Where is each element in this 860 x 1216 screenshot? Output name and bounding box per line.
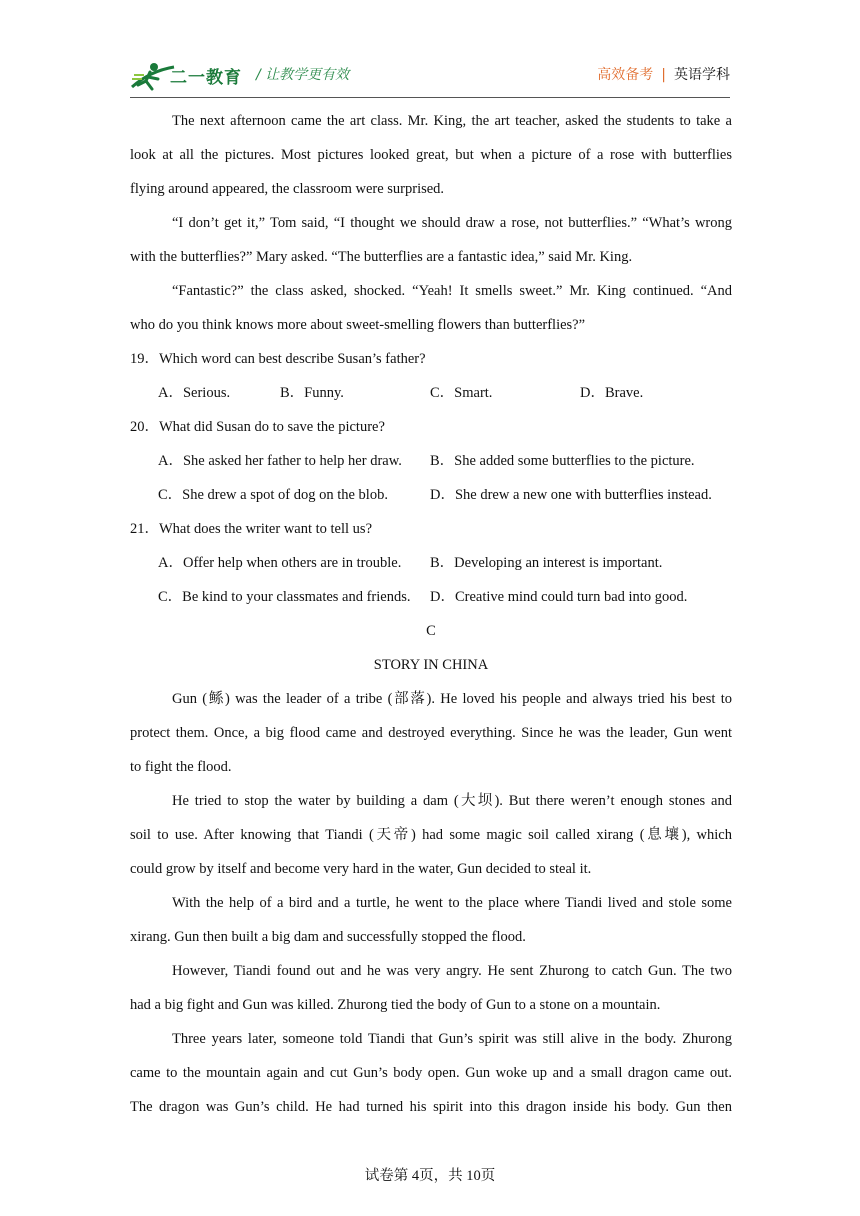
paragraph-line: Three years later, someone told Tiandi that Gun’s spirit was still alive in the body. Zhurong (172, 1031, 732, 1047)
option-a: A．Offer help when others are in trouble. (158, 555, 402, 571)
paragraph-line: He tried to stop the water by building a dam (大坝). But there weren’t enough stones and (172, 793, 732, 809)
option-c: C．Be kind to your classmates and friends. (158, 589, 411, 605)
paragraph-line: soil to use. After knowing that Tiandi (天帝) had some magic soil called xirang (息壤), which (130, 827, 732, 843)
option-a: A．She asked her father to help her draw. (158, 453, 402, 469)
section-title: STORY IN CHINA (373, 657, 489, 673)
section-letter: C (426, 623, 436, 639)
paragraph-line: However, Tiandi found out and he was very angry. He sent Zhurong to catch Gun. The two (172, 963, 732, 979)
paragraph-line: who do you think knows more about sweet-smelling flowers than butterflies?” (130, 317, 586, 333)
paragraph-line: look at all the pictures. Most pictures looked great, but when a picture of a rose with butterflies (130, 147, 732, 163)
paragraph-line: “Fantastic?” the class asked, shocked. “Yeah! It smells sweet.” Mr. King continued. “And (172, 283, 732, 299)
paragraph-line: to fight the flood. (130, 759, 232, 775)
header-tagline (597, 64, 730, 84)
option-d: D．Brave. (580, 385, 644, 401)
paragraph-line: protect them. Once, a big flood came and destroyed everything. Since he was the leader, Gun went (130, 725, 732, 741)
paragraph-line: With the help of a bird and a turtle, he went to the place where Tiandi lived and stole some (172, 895, 732, 911)
option-a: A．Serious. (158, 385, 231, 401)
paragraph-line: with the butterflies?” Mary asked. “The butterflies are a fantastic idea,” said Mr. King. (130, 249, 633, 265)
slogan: / 让教学更有效 (256, 67, 350, 83)
tagline-exam-prep: 高效备考 (597, 67, 654, 83)
paragraph-line: Gun (鲧) was the leader of a tribe (部落). He loved his people and always tried his best to (172, 691, 732, 707)
paragraph-line: The dragon was Gun’s child. He had turned his spirit into this dragon inside his body. Gun then (130, 1099, 732, 1115)
option-b: B．She added some butterflies to the picture. (430, 453, 695, 469)
paragraph-line: The next afternoon came the art class. Mr. King, the art teacher, asked the students to take a (172, 113, 732, 129)
question-stem: 21．What does the writer want to tell us? (130, 521, 373, 537)
question-stem: 19．Which word can best describe Susan’s father? (130, 351, 426, 367)
logo-text: 二一教育 (170, 68, 242, 88)
tagline-separator: | (661, 67, 666, 83)
paragraph-line: xirang. Gun then built a big dam and successfully stopped the flood. (130, 929, 526, 945)
option-c: C．Smart. (430, 385, 493, 401)
option-b: B．Developing an interest is important. (430, 555, 663, 571)
paragraph-line: had a big fight and Gun was killed. Zhurong tied the body of Gun to a stone on a mountain. (130, 997, 661, 1013)
paragraph-line: came to the mountain again and cut Gun’s body open. Gun woke up and a small dragon came out. (130, 1065, 732, 1081)
tagline-subject: 英语学科 (674, 67, 730, 83)
option-d: D．Creative mind could turn bad into good. (430, 589, 688, 605)
option-c: C．She drew a spot of dog on the blob. (158, 487, 388, 503)
question-stem: 20．What did Susan do to save the picture? (130, 419, 385, 435)
page-header (130, 55, 730, 98)
paragraph-line: “I don’t get it,” Tom said, “I thought we should draw a rose, not butterflies.” “What’s wrong (172, 215, 732, 231)
page-footer: 试卷第 4页，共 10页 (364, 1168, 496, 1184)
option-b: B．Funny. (280, 385, 344, 401)
option-d: D．She drew a new one with butterflies instead. (430, 487, 712, 503)
paragraph-line: could grow by itself and become very hard in the water, Gun decided to steal it. (130, 861, 592, 877)
paragraph-line: flying around appeared, the classroom were surprised. (130, 181, 445, 197)
